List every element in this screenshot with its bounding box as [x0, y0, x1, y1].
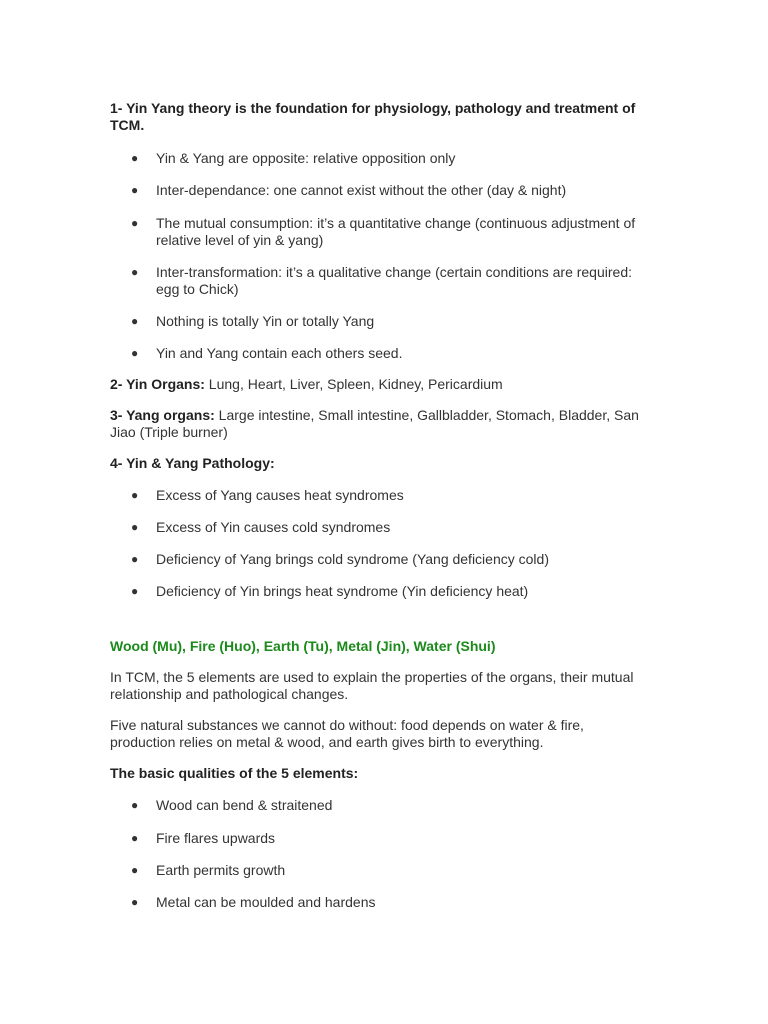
- bullet-icon: ●: [131, 314, 139, 328]
- list-item: ● Nothing is totally Yin or totally Yang: [131, 313, 375, 329]
- pathology-list: [110, 487, 650, 600]
- list-item: ● Deficiency of Yang brings cold syndrome (Yang deficiency cold): [131, 551, 549, 567]
- elements-paragraph-1: In TCM, the 5 elements are used to explain the properties of the organs, their mutual relationship and pathological changes.: [110, 669, 634, 702]
- bullet-icon: ●: [131, 488, 139, 502]
- bullet-icon: ●: [131, 895, 139, 909]
- five-elements-heading: Wood (Mu), Fire (Huo), Earth (Tu), Metal (Jin), Water (Shui): [110, 638, 496, 654]
- bullet-icon: ●: [131, 863, 139, 877]
- qualities-list: [110, 797, 650, 911]
- list-item: ● Excess of Yang causes heat syndromes: [131, 487, 404, 503]
- list-item: ● Wood can bend & straitened: [131, 797, 333, 813]
- bullet-icon: ●: [131, 265, 139, 279]
- list-item: ● Yin and Yang contain each others seed.: [131, 345, 403, 361]
- bullet-icon: ●: [131, 520, 139, 534]
- yin-organs-paragraph: [110, 376, 650, 393]
- list-item: ● Excess of Yin causes cold syndromes: [131, 519, 391, 535]
- section1-list: [110, 150, 650, 362]
- list-item: ● Deficiency of Yin brings heat syndrome (Yin deficiency heat): [131, 583, 529, 599]
- document-page: [110, 100, 650, 911]
- bullet-icon: ●: [131, 216, 139, 230]
- list-item: ● Inter-transformation: it’s a qualitative change (certain conditions are required: egg to Chick): [131, 264, 632, 297]
- bullet-icon: ●: [131, 552, 139, 566]
- list-item: ● Earth permits growth: [131, 862, 286, 878]
- bullet-icon: ●: [131, 183, 139, 197]
- yang-organs-text: Large intestine, Small intestine, Gallbladder, Stomach, Bladder, San Jiao (Triple burner): [110, 407, 639, 440]
- yin-organs-label: 2- Yin Organs:: [110, 376, 205, 392]
- list-item: ● Yin & Yang are opposite: relative opposition only: [131, 150, 456, 166]
- pathology-heading: 4- Yin & Yang Pathology:: [110, 455, 275, 471]
- bullet-icon: ●: [131, 831, 139, 845]
- bullet-icon: ●: [131, 584, 139, 598]
- list-item: ● Inter-dependance: one cannot exist without the other (day & night): [131, 182, 567, 198]
- bullet-icon: ●: [131, 798, 139, 812]
- list-item: ● The mutual consumption: it’s a quantitative change (continuous adjustment of relative level of yin & yang): [131, 215, 636, 248]
- yang-organs-paragraph: [110, 407, 650, 441]
- section1-heading: 1- Yin Yang theory is the foundation for physiology, pathology and treatment of TCM.: [110, 100, 636, 133]
- elements-paragraph-2: Five natural substances we cannot do without: food depends on water & fire, production relies on metal & wood, and earth gives birth to everything.: [110, 717, 584, 750]
- yang-organs-label: 3- Yang organs:: [110, 407, 215, 423]
- bullet-icon: ●: [131, 151, 139, 165]
- bullet-icon: ●: [131, 346, 139, 360]
- list-item: ● Fire flares upwards: [131, 830, 276, 846]
- list-item: ● Metal can be moulded and hardens: [131, 894, 376, 910]
- qualities-heading: The basic qualities of the 5 elements:: [110, 765, 359, 781]
- yin-organs-text: Lung, Heart, Liver, Spleen, Kidney, Pericardium: [204, 376, 503, 392]
